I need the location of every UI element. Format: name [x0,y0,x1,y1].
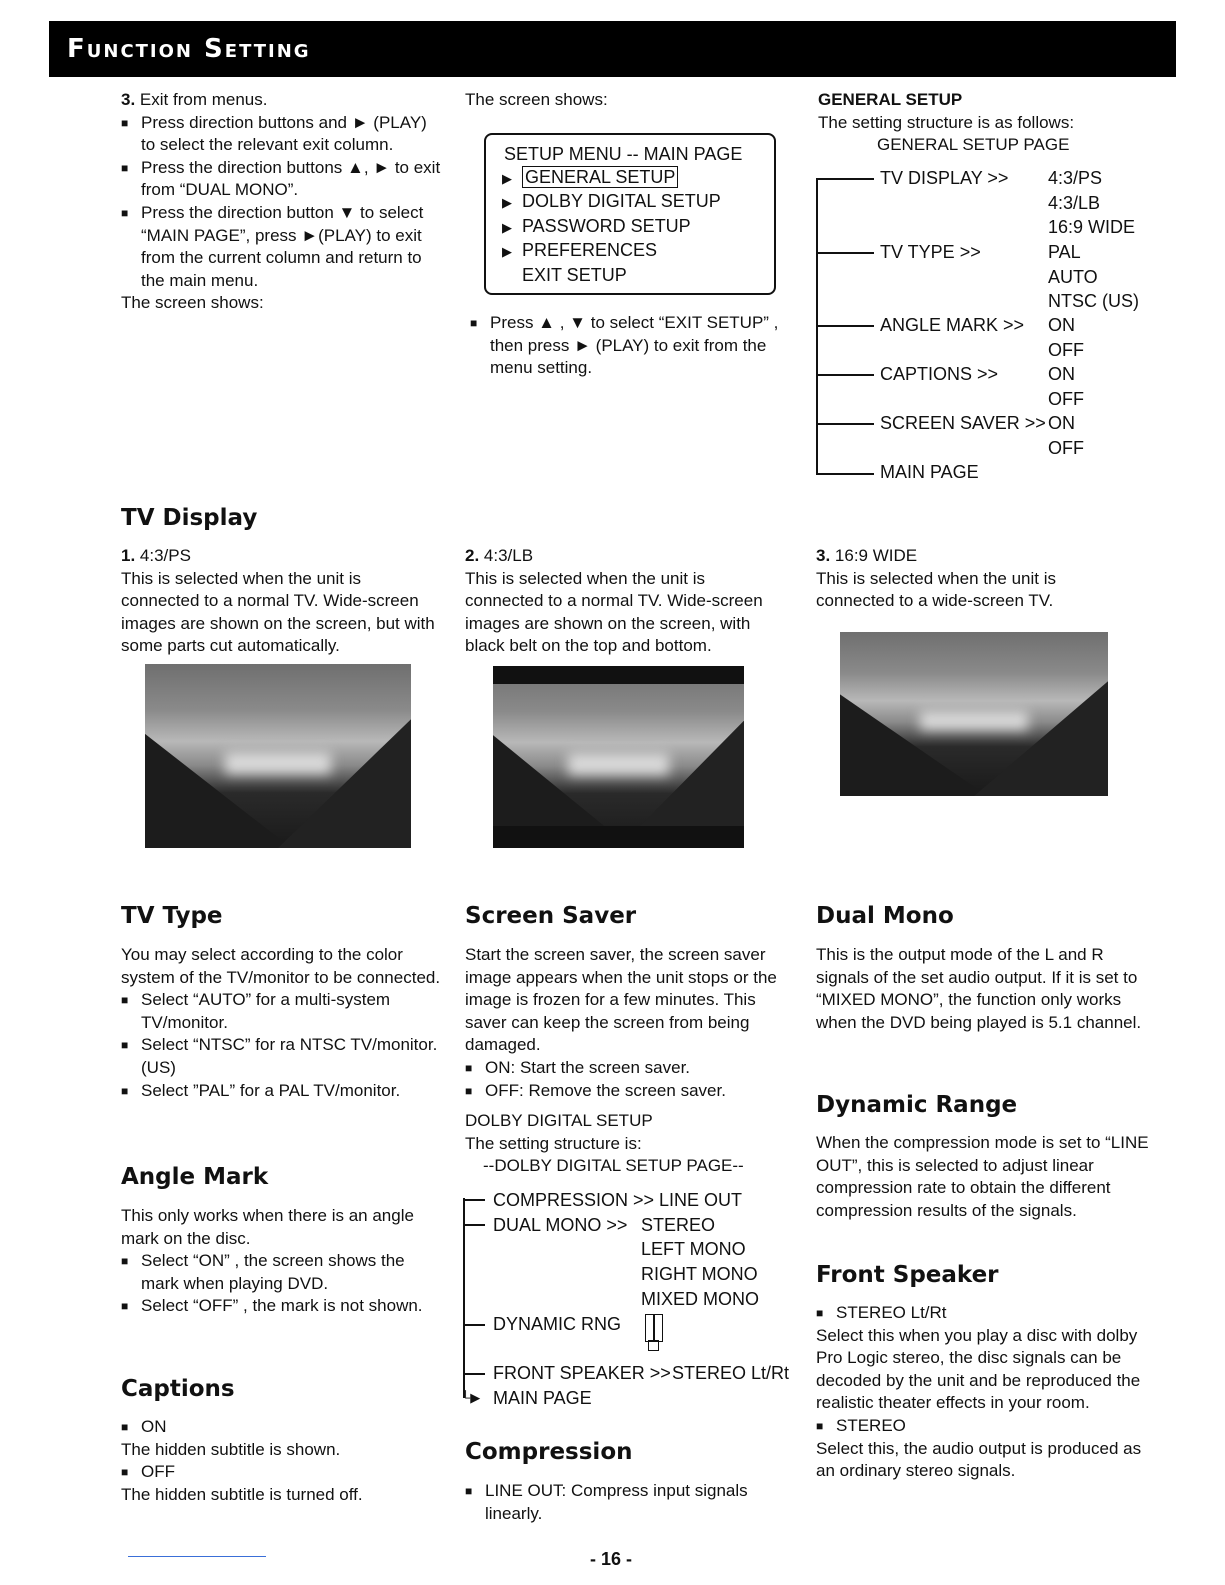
dolby-front-speaker: FRONT SPEAKER >> [493,1363,671,1383]
exit-setup-note [470,312,790,380]
tree-angle-mark: ANGLE MARK >> [880,315,1025,335]
play-arrow-icon: ▶ [502,195,512,211]
tv-display-item-2: 2. 4:3/LB This is selected when the unit is connected to a normal TV. Wide-screen images are shown on the screen, with black belt on the top and bottom. [465,546,763,656]
angle-mark-body: This only works when there is an angle mark on the disc. ■ Select “ON” , the screen shows the mark when playing DVD. ■ Select “OFF” , the mark is not shown. [121,1205,441,1318]
exit-bullet-3: ■ Press the direction button ▼ to select “MAIN PAGE”, press ►(PLAY) to exit from the current column and return to the main menu. [121,202,441,292]
general-setup-intro: The setting structure is as follows: [818,112,1075,132]
general-setup-tree: TV DISPLAY >> 4:3/PS 4:3/LB 16:9 WIDE TV TYPE >> PAL AUTO NTSC (US) ANGLE MARK >> ON OFF CAPTIONS >> ON OFF SCREEN SAVER >> ON OFF MAIN PAGE [816,166,1156,486]
underline-mark [128,1556,266,1557]
dual-mono-body: This is the output mode of the L and R signals of the set audio output. If it is set to “MIXED MONO”, the function only works when the DVD being played is 5.1 channel. [816,945,1142,1032]
step-text: Exit from menus. [139,90,268,109]
dolby-compression: COMPRESSION >> LINE OUT [493,1190,743,1210]
dolby-setup-tree: COMPRESSION >> LINE OUT DUAL MONO >> STEREO LEFT MONO RIGHT MONO MIXED MONO DYNAMIC RNG FRONT SPEAKER >> STEREO Lt/Rt └▶ MAIN PAGE [463,1188,793,1413]
dolby-main-page: MAIN PAGE [493,1388,592,1408]
tv-display-heading: TV Display [121,505,258,531]
tree-screen-saver: SCREEN SAVER >> [880,413,1046,433]
dolby-dual-mono: DUAL MONO >> [493,1214,628,1235]
general-setup-page: GENERAL SETUP PAGE [877,135,1070,155]
screen-saver-heading: Screen Saver [465,903,637,929]
wide-screen-image [840,632,1108,796]
exit-bullet-2: ■ Press the direction buttons ▲, ► to exit from “DUAL MONO”. [121,157,441,202]
tree-captions: CAPTIONS >> [880,364,999,384]
dynamic-range-heading: Dynamic Range [816,1092,1018,1118]
section-title: Function Setting [67,34,311,64]
menu-item-dolby: ▶ DOLBY DIGITAL SETUP [504,190,774,215]
screen-shows-label: The screen shows: [121,293,264,313]
main-page-arrow-icon: └▶ [461,1390,481,1405]
tv-display-item-3: 3. 16:9 WIDE This is selected when the unit is connected to a wide-screen TV. [816,546,1057,611]
screen-saver-body: Start the screen saver, the screen saver image appears when the unit stops or the image is frozen for a few minutes. This saver can keep the screen from being damaged. ■ ON: Start the screen saver. ■ OFF: Remove the screen saver. DOLBY DIGITAL SETUP The setting structure is: --DOLBY DIGITAL SETUP PAGE-- [465,944,785,1178]
menu-title: SETUP MENU -- MAIN PAGE [504,144,743,164]
tree-main-page: MAIN PAGE [880,462,979,482]
compression-heading: Compression [465,1439,633,1465]
setup-menu-box [484,133,776,295]
step-number: 3. [121,90,136,109]
menu-item-exit: EXIT SETUP [522,264,627,285]
front-speaker-body: ■ STEREO Lt/Rt Select this when you play a disc with dolby Pro Logic stereo, the disc signals can be decoded by the unit and be reproduced the realistic theater effects in your room. ■ STEREO Select this, the audio output is produced as an ordinary stereo signals. [816,1302,1146,1483]
exit-setup-bullet: ■ Press ▲ , ▼ to select “EXIT SETUP” , then press ► (PLAY) to exit from the menu setting. [470,312,790,380]
menu-item-password: ▶ PASSWORD SETUP [504,215,774,240]
level-slider-icon [645,1314,663,1354]
dual-mono-heading: Dual Mono [816,903,954,929]
ps-screen-image [145,664,411,848]
menu-item-general: ▶ GENERAL SETUP [504,166,774,191]
general-setup-title: GENERAL SETUP [818,90,963,109]
exit-menus-block [121,89,441,315]
page-number: - 16 - [590,1549,633,1569]
angle-mark-heading: Angle Mark [121,1164,269,1190]
section-header-bar [49,21,1176,77]
menu-item-preferences: ▶ PREFERENCES [504,239,774,264]
compression-body: ■ LINE OUT: Compress input signals linearly. [465,1480,785,1525]
tv-type-heading: TV Type [121,903,223,929]
front-speaker-heading: Front Speaker [816,1262,999,1288]
dolby-intro: The setting structure is: [465,1133,642,1153]
play-arrow-icon: ▶ [502,244,512,260]
exit-bullet-1: ■ Press direction buttons and ► (PLAY) to select the relevant exit column. [121,112,441,157]
lb-screen-image [493,666,744,848]
captions-heading: Captions [121,1376,235,1402]
play-arrow-icon: ▶ [502,170,512,186]
captions-body: ■ ON The hidden subtitle is shown. ■ OFF The hidden subtitle is turned off. [121,1416,441,1506]
dolby-page: --DOLBY DIGITAL SETUP PAGE-- [483,1156,744,1176]
play-arrow-icon: ▶ [502,219,512,235]
screen-shows-label-2: The screen shows: [465,90,608,109]
dolby-dynamic: DYNAMIC RNG [493,1314,622,1334]
tv-display-item-1: 1. 4:3/PS This is selected when the unit is connected to a normal TV. Wide-screen images are shown on the screen, but with some parts cut automatically. [121,546,435,656]
tree-tv-display: TV DISPLAY >> [880,168,1009,188]
tv-type-body: You may select according to the color system of the TV/monitor to be connected. ■ Select “AUTO” for a multi-system TV/monitor. ■ Select “NTSC” for ra NTSC TV/monitor. (US) ■ Select ”PAL” for a PAL TV/monitor. [121,944,441,1102]
tree-tv-type: TV TYPE >> [880,242,981,262]
dynamic-range-body: When the compression mode is set to “LINE OUT”, this is selected to adjust linear compression rate to obtain the different compression results of the signals. [816,1133,1149,1220]
general-setup-heading [818,89,1074,157]
dolby-title: DOLBY DIGITAL SETUP [465,1111,653,1131]
